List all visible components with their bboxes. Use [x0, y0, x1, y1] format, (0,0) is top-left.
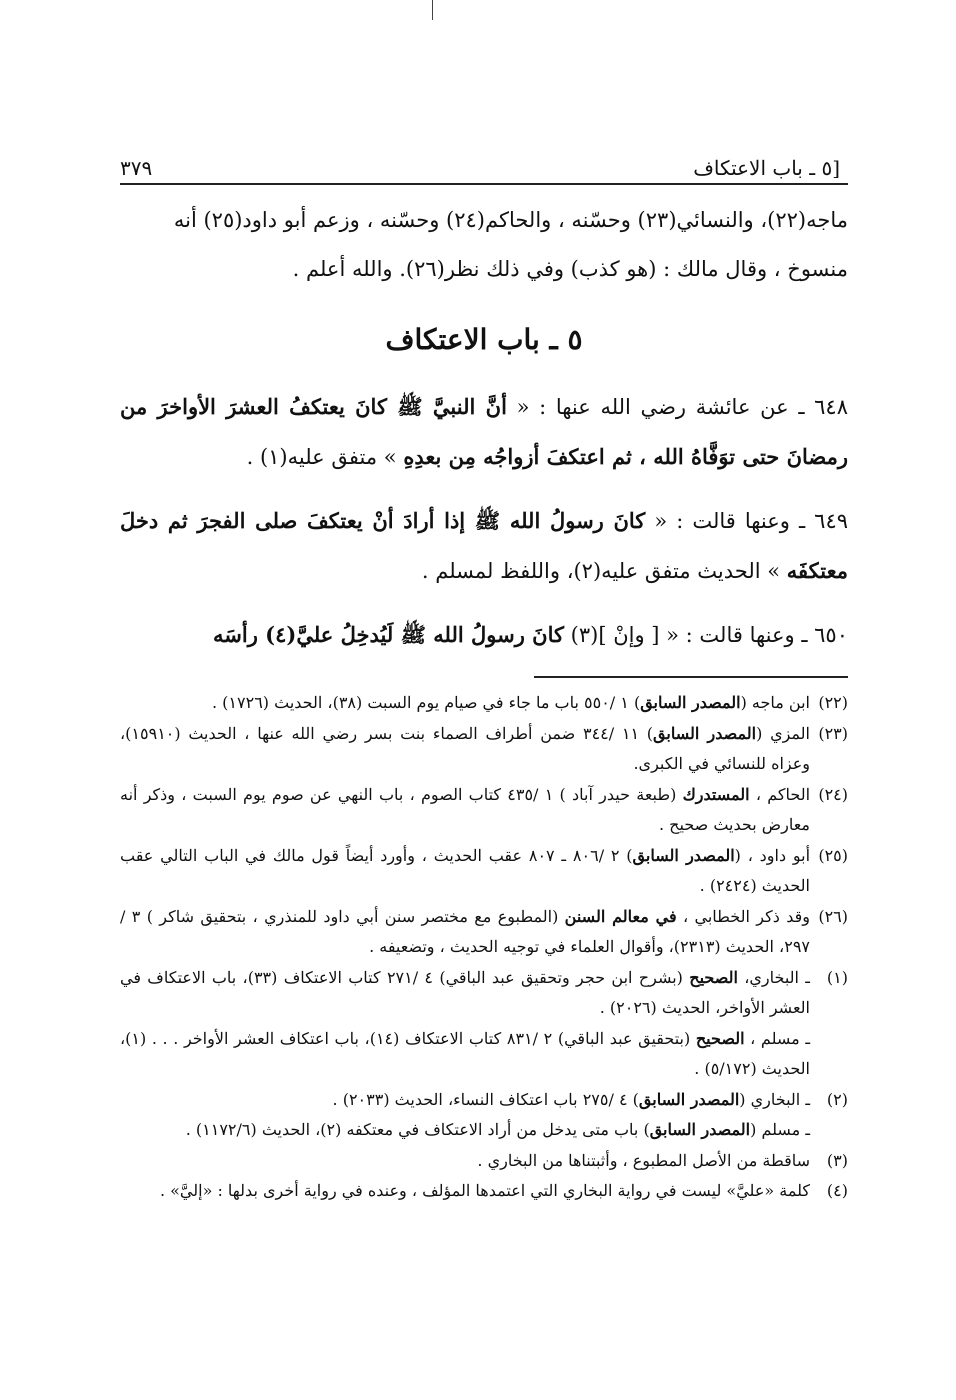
footnote-text-part: (بشرح ابن حجر وتحقيق عبد الباقي) ٤ /٢٧١ كتاب الاعتكاف (٣٣)، باب الاعتكاف في العشر الأواخر، الحديث (٢٠٢٦) . [120, 967, 810, 1017]
intro-line: ماجه(٢٢)، والنسائي(٢٣) وحسّنه ، والحاكم(٢٤) وحسّنه ، وزعم أبو داود(٢٥) أنه [173, 208, 848, 232]
footnote-number: (٢٥) [818, 845, 848, 865]
footnote [120, 780, 848, 841]
footnote-text [120, 719, 810, 780]
main-text [120, 196, 848, 674]
footnote-text-part: ساقطة من الأصل المطبوع ، وأثبتناها من البخاري . [477, 1150, 810, 1170]
hadith-650 [120, 610, 848, 660]
header-rule [120, 183, 848, 185]
footnote-source-title: المصدر السابق [638, 1089, 740, 1109]
footnote-text [120, 780, 810, 841]
footnote-text [120, 841, 810, 902]
footnote-number: (١) [826, 967, 848, 987]
footnote-text-part: (طبعة حيدر آباد ) ١ /٤٣٥ كتاب الصوم ، باب النهي عن صوم يوم السبت ، وذكر أنه معارض بحديث صحيح . [120, 784, 810, 834]
footnote [120, 841, 848, 902]
footnote [120, 1115, 848, 1146]
footnote-number [810, 1024, 848, 1085]
footnote-text-part: كلمة «عليَّ» ليست في رواية البخاري التي اعتمدها المؤلف ، وعنده في رواية أخرى بدلها : «إليَّ» . [159, 1181, 810, 1200]
footnote [120, 902, 848, 963]
footnote [120, 1085, 848, 1116]
footnote [120, 1024, 848, 1085]
footnote-number: (٤) [826, 1181, 848, 1200]
footnote-source-title: الصحيح [689, 967, 738, 987]
footnote-text [120, 1085, 810, 1116]
hadith-text: كانَ رسولُ الله ﷺ لَيُدخِلُ عليَّ(٤) رأسَه [213, 622, 564, 647]
hadith-text: أنَّ النبيَّ ﷺ كانَ يعتكفُ العشرَ الأواخرَ من رمضانَ حتى توَفَّاهُ الله ، ثم اعتكفَ أزواجُه مِن بعدِهِ [120, 394, 848, 469]
footnote-text-part: ) باب متى يدخل من أراد الاعتكاف في معتكفه (٢)، الحديث (١١٧٢/٦) . [185, 1120, 650, 1139]
scan-mark [432, 0, 433, 20]
footnote [120, 719, 848, 780]
footnote-source-title: الصحيح [695, 1028, 745, 1048]
footnote-text-part: وقد ذكر الخطابي ، [676, 906, 810, 926]
footnote-text [120, 688, 810, 719]
footnote-text-part: ـ مسلم ، [744, 1028, 811, 1048]
footnote-text-part: الحاكم ، [749, 784, 811, 804]
hadith-suffix: » متفق عليه(١) . [246, 445, 397, 469]
footnote [120, 1146, 848, 1177]
footnote-text-part: ـ البخاري ( [739, 1089, 810, 1109]
footnote-text-part: (بتحقيق عبد الباقي) ٢ /٨٣١ كتاب الاعتكاف (١٤)، باب اعتكاف العشر الأواخر . . . (١)، الحديث (٥/١٧٢) . [120, 1028, 810, 1078]
footnote-text-part: ) ١ /٥٥٠ باب ما جاء في صيام يوم السبت (٣٨)، الحديث (١٧٢٦) . [211, 693, 641, 712]
footnote-text [120, 1115, 810, 1146]
hadith-text: كانَ رسولُ الله ﷺ إذا أرادَ أنْ يعتكفَ صلى الفجرَ ثم دخلَ معتكفَه [120, 508, 848, 583]
hadith-prefix: ٦٤٩ ـ وعنها قالت : « [654, 509, 849, 533]
footnote-number: (٢٤) [818, 784, 848, 804]
footnote-text-part: ) ١١ /٣٤٤ ضمن أطراف الصماء بنت بسر رضي الله عنها ، الحديث (١٥٩١٠)، وعزاه للنسائي في الكبرى. [120, 723, 810, 773]
footnote-text-part: ـ مسلم ( [750, 1120, 810, 1139]
running-title: ٥ ـ باب الاعتكاف] [693, 156, 840, 180]
footnote-source-title: المصدر السابق [649, 1120, 751, 1139]
footnote-text-part: ) ٢ /٨٠٦ ـ ٨٠٧ عقب الحديث ، وأورد أيضاً قول مالك في الباب التالي عقب الحديث (٢٤٢٤) . [120, 845, 810, 895]
footnote-text-part: المزي ( [756, 723, 811, 743]
footnote-number [810, 1115, 848, 1146]
footnote-text-part: أبو داود ، ( [734, 845, 811, 865]
footnote-text-part: ) ٤ /٢٧٥ باب اعتكاف النساء، الحديث (٢٠٣٣) . [332, 1089, 639, 1109]
footnote-rule [534, 676, 848, 678]
footnote [120, 688, 848, 719]
footnote-text-part: ـ البخاري، [737, 967, 810, 987]
footnote-number: (٢٣) [818, 723, 848, 743]
footnote-text [120, 902, 810, 963]
footnote-number: (٢٢) [818, 693, 848, 712]
footnote-number: (٢) [826, 1089, 848, 1109]
footnotes [120, 688, 848, 1207]
hadith-suffix: » الحديث متفق عليه(٢)، واللفظ لمسلم . [421, 559, 781, 583]
footnote-text [120, 1024, 810, 1085]
footnote-number: (٣) [826, 1150, 848, 1170]
running-header [120, 144, 840, 180]
hadith-649 [120, 496, 848, 596]
intro-line: منسوخ ، وقال مالك : (هو كذب) وفي ذلك نظر(٢٦). والله أعلم . [292, 257, 848, 281]
footnote-source-title: في معالم السنن [564, 906, 677, 926]
footnote [120, 963, 848, 1024]
footnote-text-part: (المطبوع مع مختصر سنن أبي داود للمنذري ، بتحقيق شاكر ) ٣ /٢٩٧، الحديث (٢٣١٣)، وأقوال العلماء في توجيه الحديث ، وتضعيفه . [120, 906, 810, 956]
page-number: ٣٧٩ [120, 156, 153, 180]
footnote [120, 1176, 848, 1207]
footnote-source-title: المصدر السابق [640, 693, 741, 712]
footnote-source-title: المستدرك [682, 784, 750, 804]
footnote-text [120, 1146, 810, 1177]
hadith-prefix: ٦٥٠ ـ وعنها قالت : « [ وإنْ ](٣) [570, 623, 848, 647]
chapter-title: ٥ ـ باب الاعتكاف [385, 323, 583, 356]
footnote-text [120, 1176, 810, 1207]
footnote-text [120, 963, 810, 1024]
footnote-text-part: ابن ماجه ( [740, 693, 810, 712]
footnote-number: (٢٦) [818, 906, 848, 926]
hadith-648 [120, 382, 848, 482]
footnote-source-title: المصدر السابق [653, 723, 757, 743]
footnote-source-title: المصدر السابق [632, 845, 735, 865]
hadith-prefix: ٦٤٨ ـ عن عائشة رضي الله عنها : « [516, 395, 848, 419]
